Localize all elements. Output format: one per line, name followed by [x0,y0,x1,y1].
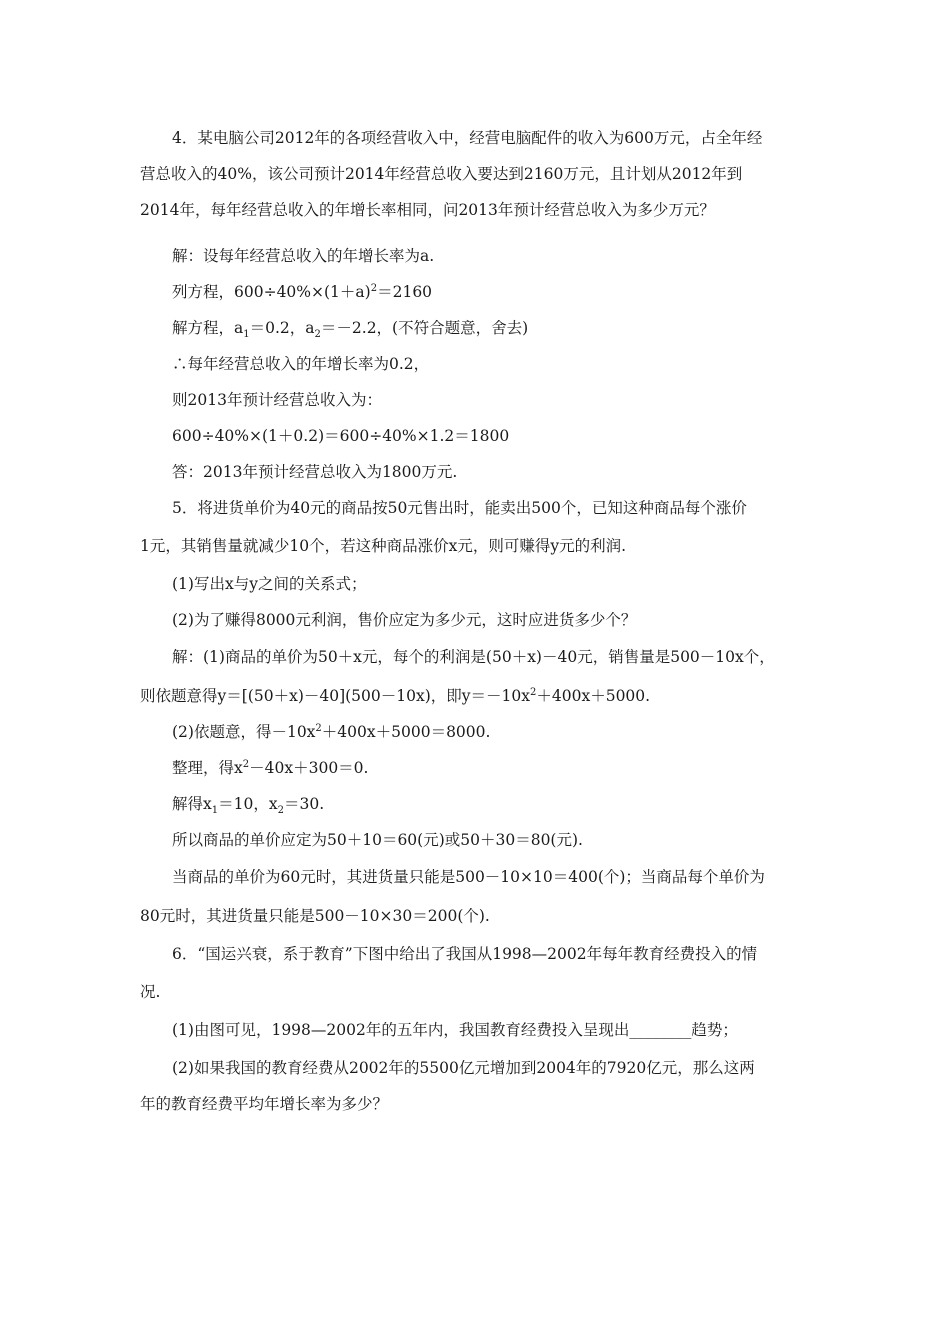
problem-5-stock-line-1: 当商品的单价为60元时，其进货量只能是500－10×10＝400(个)；当商品每个单价为 [172,868,765,886]
problem-5-relation: 则依题意得y＝[(50＋x)－40](500－10x)，即$y=-10x^2+400x+5000$. [140,686,651,705]
problem-6-part-2-line-2: 年的教育经费平均年增长率为多少？ [140,1095,389,1113]
problem-5-equation: (2)依题意，得$-10x^2+400x+5000=8000$. [172,722,491,741]
problem-6-part-2-line-1: (2)如果我国的教育经费从2002年的5500亿元增加到2004年的7920亿元，那么这两 [172,1059,755,1077]
problem-5-part-1: (1)写出x与y之间的关系式； [172,575,367,593]
problem-6-part-1: (1)由图可见，1998—2002年的五年内，我国教育经费投入呈现出________趋势； [172,1021,738,1039]
problem-4-question-line-2: 营总收入的40%，该公司预计2014年经营总收入要达到2160万元，且计划从2012年到 [140,165,743,183]
problem-5-question-line-1: 5．将进货单价为40元的商品按50元售出时，能卖出500个，已知这种商品每个涨价 [172,499,747,517]
problem-4-calculation: 600÷40%×(1＋0.2)＝600÷40%×1.2＝1800 [172,427,510,445]
problem-4-roots: 解方程，$a_1=0.2$，$a_2=-2.2$，(不符合题意，舍去) [172,319,529,341]
problem-4-equation: 列方程，$600\div 40\%\times(1+a)^2=2160$ [172,282,433,301]
problem-6-question-line-1: 6．“国运兴衰，系于教育”下图中给出了我国从1998—2002年每年教育经费投入的情 [172,945,758,963]
problem-5-solution-line-1: 解：(1)商品的单价为50＋x元，每个的利润是(50＋x)－40元，销售量是500－10x个， [172,648,775,666]
problem-4-question-line-1: 4．某电脑公司2012年的各项经营收入中，经营电脑配件的收入为600万元，占全年经 [172,129,763,147]
problem-5-roots: 解得$x_1=10$，$x_2=30$. [172,795,325,817]
problem-5-stock-line-2: 80元时，其进货量只能是500－10×30＝200(个). [140,907,490,925]
problem-5-question-line-2: 1元，其销售量就减少10个，若这种商品涨价x元，则可赚得y元的利润. [140,537,627,555]
problem-4-solution-setup: 解：设每年经营总收入的年增长率为a. [172,247,435,265]
problem-4-growth-rate: ∴每年经营总收入的年增长率为0.2， [172,355,430,373]
problem-5-simplified: 整理，得$x^2-40x+300=0$. [172,758,369,777]
problem-4-step: 则2013年预计经营总收入为： [172,391,382,409]
problem-5-part-2: (2)为了赚得8000元利润，售价应定为多少元，这时应进货多少个？ [172,611,637,629]
problem-4-question-line-3: 2014年，每年经营总收入的年增长率相同，问2013年预计经营总收入为多少万元？ [140,201,715,219]
problem-5-price: 所以商品的单价应定为50＋10＝60(元)或50＋30＝80(元). [172,831,583,849]
problem-4-answer: 答：2013年预计经营总收入为1800万元. [172,463,458,481]
problem-6-question-line-2: 况. [140,983,161,1001]
